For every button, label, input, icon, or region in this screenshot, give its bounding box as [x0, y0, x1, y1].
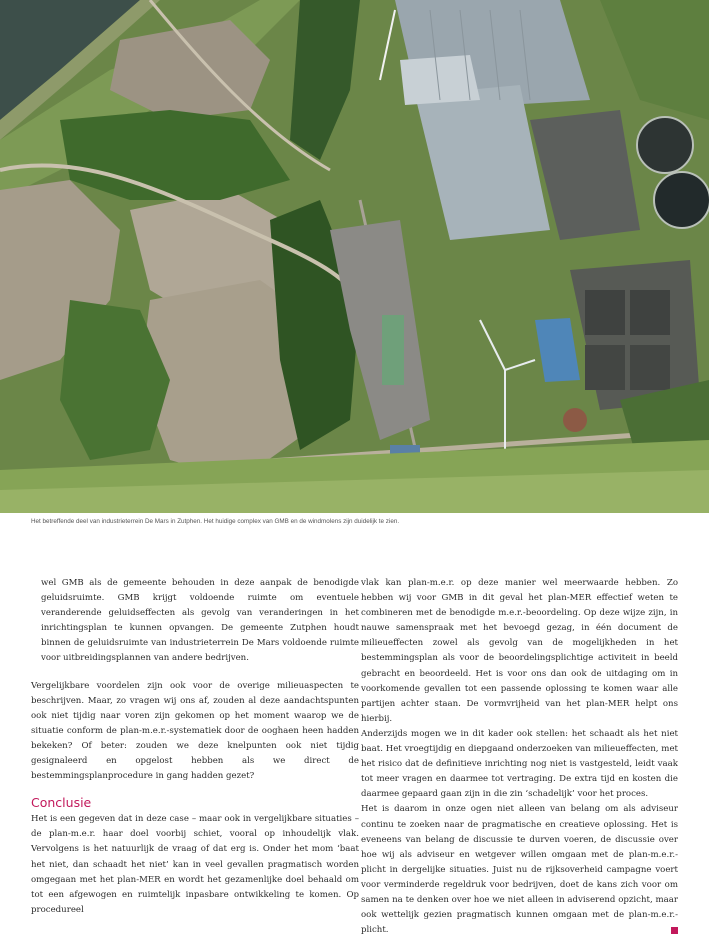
- paragraph: Het is een gegeven dat in deze case – maar ook in vergelijkbare situaties – de plan-m.e.r. haar doel voorbij schiet, vooral op inhoudelijk vlak. Vervolgens is het natuurlijk de vraag of dat erg is. Onder het mom ‘baat het niet, dan schaadt het niet’ kan in veel gevallen pragmatisch worden omgegaan met het plan-MER en wordt het gezamenlijke doel behaald om tot een afgewogen en ruimtelijk inpasbare ontwikkeling te komen. Op procedureel: [31, 814, 359, 915]
- text-column-right: [361, 576, 678, 938]
- section-heading: Conclusie: [31, 795, 92, 811]
- paragraph-text: Het is daarom in onze ogen niet alleen van belang om als adviseur continu te zoeken naar de pragmatische en creatieve oplossing. Het is eveneens van belang de discussie te durven voeren, de discussie over hoe wij als adviseur en wetgever willen omgaan met de plan-m.e.r.-plicht in dergelijke situaties. Juist nu de rijksoverheid campagne voert voor verminderde regeldruk voor bedrijven, doet de kans zich voor om samen na te denken over hoe we niet alleen in adviserend opzicht, maar ook wettelijk gezien pragmatisch kunnen omgaan met de plan-m.e.r.-plicht.: [361, 804, 678, 936]
- paragraph: wel GMB als de gemeente behouden in deze aanpak de benodigde geluidsruimte. GMB krijgt voldoende ruimte om eventuele veranderende geluidseffecten als gevolg van veranderingen in het inrichtingsplan te kunnen opvangen. De gemeente Zutphen houdt binnen de geluidsruimte van industrieterrein De Mars voldoende ruimte voor uitbreidingsplannen van andere bedrijven.: [41, 578, 359, 664]
- paragraph: Anderzijds mogen we in dit kader ook stellen: het schaadt als het niet baat. Het vroegtijdig en diepgaand onderzoeken van milieueffecten, met het risico dat de definitieve inrichting nog niet is vastgesteld, leidt vaak tot meer vragen en daarmee tot vertraging. De extra tijd en kosten die daarmee gepaard gaan zijn in die zin ‘schadelijk’ voor het proces.: [361, 728, 678, 800]
- paragraph: vlak kan plan-m.e.r. op deze manier wel meerwaarde hebben. Zo hebben wij voor GMB in dit geval het plan-MER effectief weten te combineren met de benodigde m.e.r.-beoordeling. Op deze wijze zijn, in nauwe samenspraak met het bevoegd gezag, in één document de milieueffecten zowel als gevolg van de mogelijkheden in het bestemmingsplan als voor de beoordelingsplichtige activiteit in beeld gebracht en beoordeeld. Het is voor ons dan ook de uitdaging om in voorkomende gevallen tot een passende oplossing te komen waar alle partijen achter staan. De vormvrijheid van het plan-MER helpt ons hierbij.: [361, 578, 678, 724]
- paragraph: [361, 802, 678, 938]
- paragraph: Vergelijkbare voordelen zijn ook voor de overige milieuaspecten te beschrijven. Maar, zo vragen wij ons af, zouden al deze aandachtspunten ook niet tijdig naar voren zijn gekomen op het moment waarop we de situatie conform de plan-m.e.r.-systematiek door de ooghaen heen hadden bekeken? Of beter: zouden we deze knelpunten ook niet tijdig gesignaleerd en opgelost hebben als we direct de bestemmingsplanprocedure in gang hadden gezet?: [31, 680, 359, 782]
- end-of-article-marker: [671, 927, 678, 934]
- text-column-left: [31, 576, 359, 918]
- photo-caption: Het betreffende deel van industrieterrein De Mars in Zutphen. Het huidige complex van GMB en de windmolens zijn duidelijk te zien.: [31, 518, 400, 525]
